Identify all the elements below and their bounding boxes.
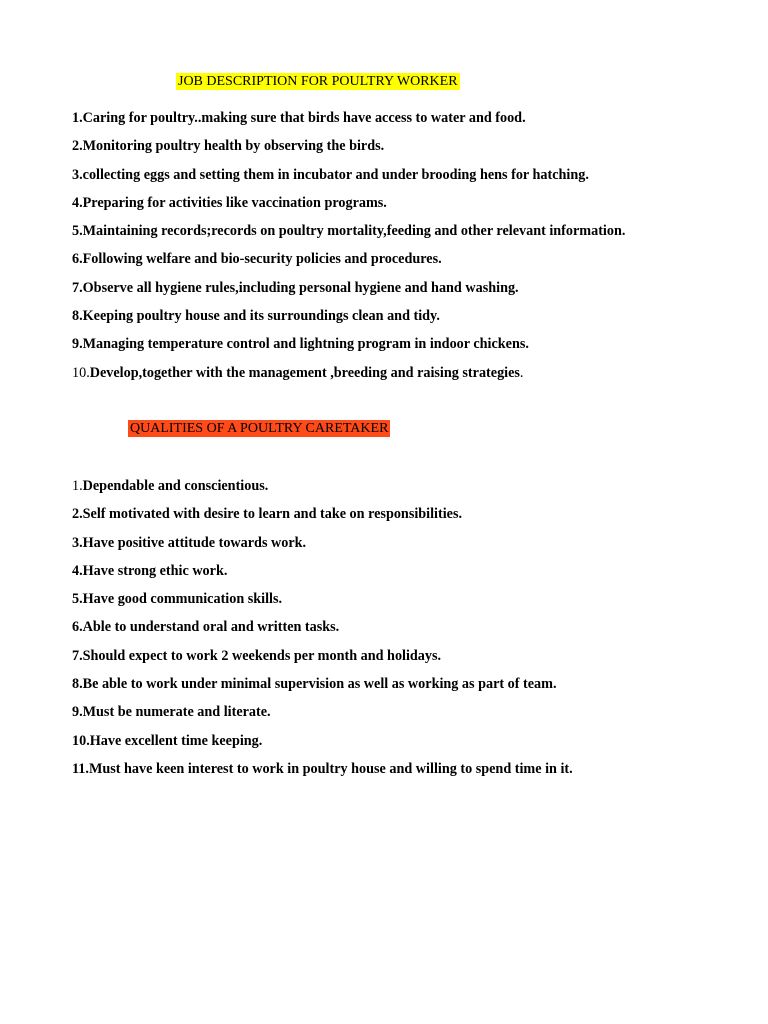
quality-item: 2.Self motivated with desire to learn and take on responsibilities. [72,506,463,523]
qualities-heading: QUALITIES OF A POULTRY CARETAKER [130,421,389,436]
quality-item: 9.Must be numerate and literate. [72,704,271,721]
item-number: 10. [72,364,90,381]
quality-item: 3.Have positive attitude towards work. [72,534,307,551]
job-duty-item: 5.Maintaining records;records on poultry mortality,feeding and other relevant information. [72,223,626,240]
quality-item: 7.Should expect to work 2 weekends per month and holidays. [72,647,442,664]
job-duty-item: 8.Keeping poultry house and its surroundings clean and tidy. [72,308,440,325]
job-duty-item: 3.collecting eggs and setting them in incubator and under brooding hens for hatching. [72,166,589,183]
job-duty-item: 2.Monitoring poultry health by observing the birds. [72,138,385,155]
job-duty-item: 1.Caring for poultry..making sure that birds have access to water and food. [72,110,526,126]
job-duty-item [72,364,625,392]
quality-item: 6.Able to understand oral and written tasks. [72,619,340,636]
job-duties-list [72,109,625,392]
job-duty-item: 7.Observe all hygiene rules,including personal hygiene and hand washing. [72,279,519,296]
quality-item: 10.Have excellent time keeping. [72,732,263,749]
quality-item: 4.Have strong ethic work. [72,562,228,579]
quality-item: 8.Be able to work under minimal supervision as well as working as part of team. [72,676,557,693]
job-duty-item: 4.Preparing for activities like vaccination programs. [72,194,387,211]
item-text: Develop,together with the management ,breeding and raising strategies [89,364,520,381]
quality-item [72,477,573,505]
qualities-list [72,477,573,788]
item-trailing-period: . [519,364,524,381]
job-description-heading: JOB DESCRIPTION FOR POULTRY WORKER [178,74,458,89]
job-duty-item: 9.Managing temperature control and lightning program in indoor chickens. [72,336,529,353]
item-text: Dependable and conscientious. [82,478,269,494]
job-duty-item: 6.Following welfare and bio-security policies and procedures. [72,251,442,268]
quality-item: 11.Must have keen interest to work in poultry house and willing to spend time in it. [72,760,573,777]
quality-item: 5.Have good communication skills. [72,591,283,608]
item-number: 1. [72,478,83,494]
